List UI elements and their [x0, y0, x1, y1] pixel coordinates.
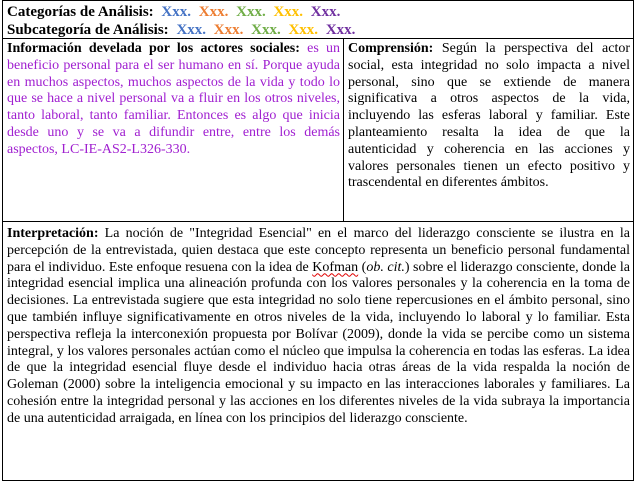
- subcategory-placeholder-3: Xxx.: [251, 22, 281, 38]
- category-placeholder-1: Xxx.: [161, 4, 192, 20]
- category-placeholder-4: Xxx.: [273, 4, 304, 20]
- citation-ob-cit: ob. cit.: [366, 259, 405, 275]
- info-cell: [3, 39, 344, 221]
- subcategory-placeholder-5: Xxx.: [325, 22, 356, 38]
- subcategory-label: Subcategoría de Análisis:: [7, 22, 169, 38]
- info-label: Información develada por los actores sociales:: [7, 41, 300, 56]
- comprension-label: Comprensión:: [348, 41, 434, 56]
- interpretacion-text-2: sobre el liderazgo consciente, donde la integridad esencial implica una alineación profunda con los valores personales y la coherencia en la toma de decisiones. La entrevistada sugiere que esta integridad no solo tiene repercusiones en el ámbito personal, sino que también influye significativamente en otros niveles de la vida, incluyendo lo laboral y lo familiar. Esta perspectiva refleja la interconexión propuesta por Bolívar (2009), donde la vida se percibe como un sistema integral, y los valores personales actúan como el núcleo que impulsa la coherencia en todas las esferas. La idea de que la integridad esencial fluye desde el individuo hacia otras áreas de la vida respalda la noción de Goleman (2000) sobre la inteligencia emocional y su impacto en las interacciones laborales y familiares. La cohesión entre la integridad personal y las acciones en los diferentes niveles de la vida subraya la importancia de una autenticidad arraigada, en línea con los principios del liderazgo consciente.: [7, 259, 631, 426]
- subcategory-placeholder-2: Xxx.: [213, 22, 244, 38]
- category-placeholder-2: Xxx.: [198, 4, 229, 20]
- interpretacion-text-1: La noción de "Integridad Esencial" en el marco del liderazgo consciente se ilustra en la percepción de la entrevistada, quien destaca que este concepto representa un beneficio personal fundamental para el individuo. Este enfoque resuena con la idea de: [7, 226, 630, 275]
- category-placeholder-3: Xxx.: [236, 4, 266, 20]
- table-header: [3, 1, 633, 39]
- info-paragraph: [7, 41, 340, 159]
- info-comprension-row: [3, 39, 633, 222]
- interpretacion-paragraph: Interpretación: La noción de "Integridad Esencial" en el marco del liderazgo consciente se ilustra en la percepción de la entrevistada, quien destaca que este concepto representa un beneficio personal fundamental para el individuo. Este enfoque resuena con la idea de Kofman (ob. cit.) sobre el liderazgo consciente, donde la integridad esencial implica una alineación profunda con los valores personales y la coherencia en la toma de decisiones. La entrevistada sugiere que esta integridad no solo tiene repercusiones en el ámbito personal, sino que también influye significativamente en otros niveles de la vida, incluyendo lo laboral y lo familiar. Esta perspectiva refleja la interconexión propuesta por Bolívar (2009), donde la vida se percibe como un sistema integral, y los valores personales actúan como el núcleo que impulsa la coherencia en todas las esferas. La idea de que la integridad esencial fluye desde el individuo hacia otras áreas de la vida respalda la noción de Goleman (2000) sobre la inteligencia emocional y su impacto en las interacciones laborales y familiares. La cohesión entre la integridad personal y las acciones en los diferentes niveles de la vida subraya la importancia de una autenticidad arraigada, en línea con los principios del liderazgo consciente.: [7, 226, 631, 426]
- category-placeholder-5: Xxx.: [310, 4, 341, 20]
- comprension-paragraph: [348, 41, 630, 192]
- categories-line: [7, 3, 340, 21]
- comprension-cell: [344, 39, 633, 221]
- subcategory-line: [7, 21, 355, 39]
- author-kofman: Kofman: [312, 259, 359, 275]
- subcategory-placeholder-1: Xxx.: [176, 22, 207, 38]
- categories-label: Categorías de Análisis:: [7, 4, 154, 20]
- subcategory-placeholder-4: Xxx.: [288, 22, 319, 38]
- analysis-table: [2, 0, 634, 481]
- interpretacion-label: Interpretación:: [7, 226, 99, 241]
- comprension-text: Según la perspectiva del actor social, esta integridad no solo impacta a nivel personal, sino que se extiende de manera significativa a otros aspectos de la vida, incluyendo las esferas laboral y familiar. Este planteamiento resalta la idea de que la autenticidad y coherencia en las acciones y valores personales tienen un efecto positivo y trascendental en diferentes ámbitos.: [348, 41, 631, 191]
- info-quote: es un beneficio personal para el ser humano en sí. Porque ayuda en muchos aspectos, muchos aspectos de la vida y todo lo que se hace a nivel personal va a fluir en los otros niveles, tanto laboral, tanto familiar. Entonces es algo que inicia desde uno y se va a difundir entre, entre los demás aspectos, LC-IE-AS2-L326-330.: [7, 41, 340, 157]
- interpretacion-cell: [3, 222, 633, 480]
